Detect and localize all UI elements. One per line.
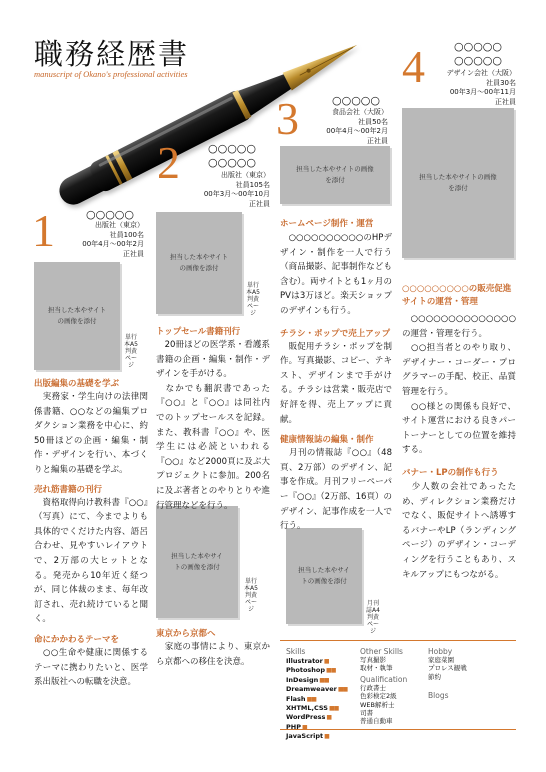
qualification-item: 普通自動車 [360,717,393,726]
job-4-company: デザイン会社（大阪） [446,69,516,77]
job-2-image-placeholder-1 [156,212,242,314]
skill-level-marks: ■ [326,714,332,722]
skill-item [286,676,356,685]
job-4-status: 正社員 [495,97,516,106]
other-skills-section [360,647,430,726]
col3-heading-2: チラシ・ポップで売上アップ [280,328,391,339]
col4-heading-1: ○○○○○○○○○の販売促進サイトの運営・管理 [402,284,512,307]
job-4-period: 00年3月〜00年11月 [449,88,516,96]
job-1-company-circles: ○○○○○ [86,208,134,221]
placeholder-text: 担当した本やサイトの画像を添付 [171,552,223,571]
blogs-title: Blogs [428,691,449,701]
skill-name: PHP [286,722,301,731]
placeholder-text: 担当した本やサイトの画像を添付 [298,566,350,585]
col3-paragraph-2: 販促用チラシ・ポップを制作。写真撮影、コピー、テキスト、デザインまで手がける。チラシは営業・販売店で好評を得、売上アップに貢献。 [280,341,392,425]
job-number-1: 1 [32,205,55,256]
job-3-status: 正社員 [367,136,388,145]
job-1-employees: 社員100名 [109,230,144,239]
hobby-item: 節約 [428,672,441,681]
job-1-image-placeholder [34,262,120,370]
job-2-company-circles-2: ○○○○○ [208,156,256,169]
column-2 [156,325,270,513]
job-number-3: 3 [276,93,299,144]
qualification-item: 色彩検定2級 [360,692,397,701]
job-3-company-circles: ○○○○○ [332,94,380,107]
skill-item [286,704,356,713]
page-subtitle: manuscript of Okano's professional activities [34,69,188,79]
job-1-status: 正社員 [123,249,144,258]
other-skills-title: Other Skills [360,647,403,656]
hobby-title: Hobby [428,647,453,656]
column-2-bottom [156,627,270,669]
job-2-employees: 社員105名 [235,180,270,189]
column-3 [280,217,392,534]
col2-heading-1: トップセール書籍刊行 [156,327,241,337]
skill-item [286,695,356,704]
job-1-side-note: 単行本A5判黄ページ [124,334,138,369]
column-4 [402,283,516,582]
placeholder-text: 担当した本やサイトの画像を添付 [296,165,374,184]
skill-name: WordPress [286,713,326,722]
skills-title: Skills [286,647,306,656]
skill-level-marks: ■■ [319,676,329,684]
skill-item [286,685,356,694]
job-2-status: 正社員 [249,199,270,208]
col3-paragraph-3: 月刊の情報誌『○○』（48頁、2万部）のデザイン、記事を作成。月刊フリーペーパー『○○』（2万部、16頁）のデザイン、記事作成を一人で行う。 [280,448,392,532]
job-number-4: 4 [402,41,425,92]
job-3-side-note: 月刊誌A4判黄ページ [366,600,380,635]
hobby-item: プロレス観戦 [428,664,467,673]
skill-name: InDesign [286,675,319,684]
hobby-item: 家庭菜園 [428,656,454,664]
skill-level-marks: ■■ [328,705,339,713]
col1-heading-3: 命にかかわるテーマを [34,634,120,645]
skill-name: XHTML,CSS [286,704,328,713]
skill-name: JavaScript [286,732,324,741]
skill-item [286,723,356,732]
qualification-item: WEB解析士 [360,700,395,709]
skills-section [286,647,356,742]
placeholder-text: 担当した本やサイトの画像を添付 [47,306,107,325]
job-4-employees: 社員30名 [486,78,516,87]
job-4-company-circles-2: ○○○○○ [454,54,502,67]
job-1-company: 出版社（東京） [95,221,144,229]
job-4-image-placeholder [402,108,514,258]
col1-paragraph-1: 実務家・学生向けの法律関係書籍、○○などの編集プロダクション業務を中心に、約50冊ほどの企画・編集・制作・デザインを行い、本づくりと編集の基礎を学ぶ。 [34,392,148,475]
job-3-image-placeholder-1 [280,146,390,204]
job-2-info [190,171,270,209]
col2-paragraph-1: 20冊ほどの医学系・看護系書籍の企画・編集・制作・デザインを手がける。 なかでも翻訳書であった『○○』と『○○』は同社内でのトップセールスを記録。また、教科書『○○』や、医学生には必読といわれる『○○』など2000頁に及ぶ大プロジェクトに参加。200名に及ぶ著者とのやりとりや進行管理などを行う。 [156,340,270,511]
column-1 [34,377,148,690]
hobby-section [428,647,508,700]
skill-name: Photoshop [286,666,326,675]
skill-level-marks: ■ [323,658,329,665]
job-3-company: 食品会社（大阪） [332,108,388,116]
col2-paragraph-2: 家庭の事情により、東京から京都への移住を決意。 [156,642,270,667]
placeholder-text: 担当した本やサイトの画像を添付 [419,173,497,192]
skill-level-marks: ■■ [326,667,336,675]
job-2-period: 00年3月〜00年10月 [203,190,270,198]
qualification-item: 司書 [360,709,373,718]
skills-box [280,640,516,741]
page-title: 職務経歴書 [34,37,190,71]
skill-level-marks: ■■ [337,686,348,694]
job-2-side-note-2: 単行本A5判黄ページ [244,578,258,613]
job-2-image-placeholder-2 [156,506,238,618]
job-4-info [420,69,516,107]
skill-item [286,732,356,741]
col1-paragraph-2: 資格取得向け教科書『○○』（写真）にて、今までよりも具体的でくだけた内容、語呂合わせ、見やすいレイアウトで、2万部の大ヒットとなる。発売から10年近く経つが、同じ体裁のまま、毎年改訂され、売れ続けていると聞く。 [34,497,148,625]
col1-paragraph-3: ○○生命や健康に関係するテーマに携わりたいと、医学系出版社への転職を決意。 [34,647,148,688]
placeholder-text: 担当した本やサイトの画像を添付 [169,253,229,272]
skill-item [286,657,356,666]
qualification-item: 行政書士 [360,683,386,692]
skill-name: Illustrator [286,657,323,665]
job-2-company: 出版社（東京） [221,171,270,179]
skill-item [286,666,356,675]
skill-name: Dreamweaver [286,685,337,694]
job-2-side-note-1: 単行本A5判黄ページ [246,282,260,317]
col3-heading-3: 健康情報誌の編集・制作 [280,435,374,446]
col4-paragraph-2: 少人数の会社であったため、ディレクション業務だけでなく、販促サイトへ誘導するバナーやLP（ランディングページ）のデザイン・コーディングを行うこともあり、スキルアップにもつながる。 [402,481,516,580]
job-2-company-circles-1: ○○○○○ [208,142,256,155]
col2-heading-2: 東京から京都へ [156,629,216,639]
qualification-title: Qualification [360,674,408,684]
col1-heading-1: 出版編集の基礎を学ぶ [34,379,120,389]
col3-paragraph-1: ○○○○○○○○○○のHPデザイン・制作を一人で行う（商品撮影、記事制作なども含む）。両サイトとも1ヶ月のPVは3万ほど。楽天ショップのデザインも行う。 [280,233,392,316]
skill-level-marks: ■■ [306,695,316,703]
job-4-company-circles-1: ○○○○○ [454,40,502,53]
col4-heading-2: バナー・LPの制作も行う [402,467,499,478]
job-3-employees: 社員50名 [358,117,388,126]
col3-heading-1: ホームページ制作・運営 [280,219,374,229]
job-3-period: 00年4月〜00年2月 [326,127,388,135]
other-skill-item: 取材・執筆 [360,664,393,673]
skill-name: Flash [286,694,306,703]
skill-item [286,713,356,722]
job-3-image-placeholder-2 [286,528,362,624]
col1-heading-2: 売れ筋書籍の刊行 [34,484,103,495]
skill-level-marks: ■ [324,733,329,741]
skill-level-marks: ■ [301,723,307,731]
job-number-2: 2 [157,137,180,188]
other-skill-item: 写真撮影 [360,656,386,664]
col4-paragraph-1: ○○○○○○○○○○○○○○の運営・管理を行う。 ○○担当者とのやり取り、デザイナー・コーダー・プログラマーの手配、校正、品質管理を行う。 ○○様との関係も良好で、サイト運営における良きパートーナーとしての位置を維持する。 [402,314,516,456]
job-1-info [70,221,144,259]
job-1-period: 00年4月〜00年2月 [82,240,144,248]
job-3-info [300,108,388,146]
